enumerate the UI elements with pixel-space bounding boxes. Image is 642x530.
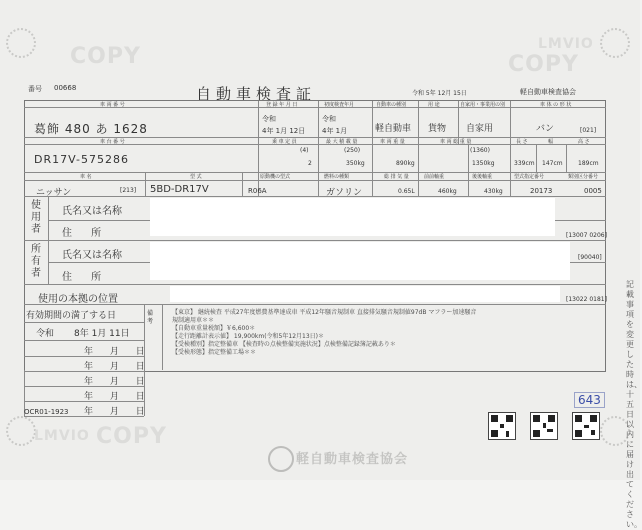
capacity-b: 2	[308, 160, 312, 167]
corner-ornament-icon	[600, 28, 630, 58]
max-load-b: 350kg	[346, 160, 365, 167]
base-location-label: 使用の本拠の位置	[38, 294, 118, 305]
owner-name-label: 氏名又は名称	[62, 250, 122, 261]
remarks-label: 備 考	[147, 310, 154, 325]
label-first-inspection: 初度検査年月	[324, 102, 355, 108]
body-shape: バン	[536, 124, 555, 134]
body-code: [021]	[580, 127, 597, 134]
issuer-name: 軽自動車検査協会	[520, 88, 576, 96]
width-value: 147cm	[542, 160, 563, 167]
side-notice: 記載事項を変更した時は、十五日以内に届け出てください。	[626, 280, 642, 529]
watermark: COPY	[96, 424, 167, 449]
watermark: COPY	[508, 52, 579, 77]
expiry-date: 8年 1月 11日	[74, 329, 130, 339]
label-weight: 車 両 重 量	[380, 139, 405, 145]
label-length: 長 さ	[516, 139, 528, 145]
watermark: LMVIO	[538, 36, 594, 52]
rear-axle-weight: 430kg	[484, 188, 503, 195]
make-code: [213]	[120, 187, 137, 194]
expiry-era: 令和	[36, 329, 55, 339]
user-section-label: 使用者	[31, 200, 41, 235]
displacement-value: 0.65L	[398, 188, 415, 195]
label-make: 車 名	[80, 174, 92, 180]
chassis-number: DR17V-575286	[34, 153, 129, 166]
label-private-business: 自家用・事業用の別	[460, 102, 506, 108]
vehicle-make: ニッサン	[36, 188, 72, 198]
label-displacement: 総 排 気 量	[384, 174, 409, 180]
redacted-user-info	[150, 198, 555, 236]
first-inspection-date: 4年 1月	[322, 127, 348, 135]
label-model: 型 式	[190, 174, 202, 180]
length-value: 339cm	[514, 160, 535, 167]
qr-code-icon	[488, 412, 516, 440]
user-code: [13007 0206]	[566, 232, 607, 239]
label-capacity: 乗 車 定 員	[272, 139, 297, 145]
label-plate: 車 両 番 号	[100, 102, 125, 108]
gross-weight-a: (1360)	[470, 147, 490, 154]
remarks-line: 【東京】 継続検査 平成27年度燃費基準達成車 平成12年騒音規制車 直接排気騒音規制値97dB マフラー加速騒音	[172, 309, 477, 316]
label-class-no: 類別区分番号	[568, 174, 599, 180]
front-axle-weight: 460kg	[438, 188, 457, 195]
handwritten-number: 643	[574, 392, 605, 408]
qr-code-icon	[530, 412, 558, 440]
user-address-label: 住 所	[62, 228, 110, 239]
remarks-line: 【自動車重量税額】￥6,600＊	[172, 325, 256, 332]
vehicle-weight: 890kg	[396, 160, 415, 167]
first-inspection-era: 令和	[322, 115, 336, 123]
model-code: 5BD-DR17V	[150, 184, 209, 195]
label-height: 高 さ	[578, 139, 590, 145]
label-chassis: 車 台 番 号	[100, 139, 125, 145]
label-gross-weight: 車 両 総 重 量	[440, 139, 472, 145]
vehicle-kind: 軽自動車	[375, 124, 412, 134]
expiry-blank-row: 年 月 日	[84, 362, 145, 372]
remarks-line: 【走行距離計表示値】 19,900km(令和5年12月13日)＊	[172, 333, 324, 340]
label-use: 用 途	[428, 102, 440, 108]
expiry-blank-row: 年 月 日	[84, 377, 145, 387]
max-load-a: (250)	[344, 147, 361, 154]
number-label: 番号	[28, 85, 42, 93]
label-reg-date: 登 録 年 月 日	[266, 102, 298, 108]
label-type-no: 型式指定番号	[514, 174, 545, 180]
watermark: COPY	[70, 44, 141, 69]
class-number: 0005	[584, 187, 602, 195]
vehicle-use: 貨物	[428, 124, 447, 134]
engine-type: R06A	[248, 187, 267, 195]
private-use: 自家用	[466, 124, 494, 134]
qr-code-icon	[572, 412, 600, 440]
capacity-a: (4)	[300, 147, 309, 154]
label-fuel: 燃料の種類	[324, 174, 350, 180]
gross-weight-b: 1350kg	[472, 160, 495, 167]
label-rear-axle: 後後軸重	[472, 174, 493, 180]
user-name-label: 氏名又は名称	[62, 206, 122, 217]
expiry-blank-row: 年 月 日	[84, 392, 145, 402]
watermark: LMVIO	[34, 428, 90, 444]
reg-era: 令和	[262, 115, 276, 123]
fuel-type: ガソリン	[326, 188, 363, 198]
remarks-line: 【受検形態】指定整備工場＊＊	[172, 349, 257, 356]
certificate-number: 00668	[54, 84, 77, 92]
type-designation-number: 20173	[530, 187, 553, 195]
corner-ornament-icon	[6, 28, 36, 58]
remarks-line: 規制適用車＊＊	[172, 317, 215, 324]
height-value: 189cm	[578, 160, 599, 167]
label-vehicle-kind: 自動車の種別	[376, 102, 407, 108]
remarks-line: 【受検種別】指定整備車 【検査時の点検整備実施状況】点検整備記録簿記載あり＊	[172, 341, 396, 348]
expiry-label: 有効期間の満了する日	[26, 311, 117, 321]
reg-date: 4年 1月 12日	[262, 127, 306, 135]
base-location-code: [13022 0181]	[566, 296, 607, 303]
owner-section-label: 所有者	[31, 244, 41, 279]
label-body-shape: 車 体 の 形 状	[540, 102, 572, 108]
label-max-load: 最 大 積 載 量	[326, 139, 358, 145]
document-title: 自動車検査証	[196, 85, 317, 103]
expiry-blank-row: 年 月 日	[84, 407, 145, 417]
label-engine: 原動機の型式	[260, 174, 291, 180]
owner-code: [90040]	[578, 254, 602, 261]
corner-ornament-icon	[6, 416, 36, 446]
label-front-axle: 前前軸重	[424, 174, 445, 180]
plate-number: 葛飾 480 あ 1628	[34, 122, 148, 136]
redacted-owner-info	[150, 242, 570, 280]
label-width: 幅	[548, 139, 554, 145]
ocr-code: OCR01-1923	[24, 408, 69, 416]
issuer-logo-icon	[268, 446, 294, 472]
issue-date: 令和 5年 12月 15日	[412, 90, 467, 97]
owner-address-label: 住 所	[62, 272, 110, 283]
issuer-watermark: 軽自動車検査協会	[296, 452, 409, 467]
redacted-base-location	[170, 286, 560, 302]
expiry-blank-row: 年 月 日	[84, 347, 145, 357]
